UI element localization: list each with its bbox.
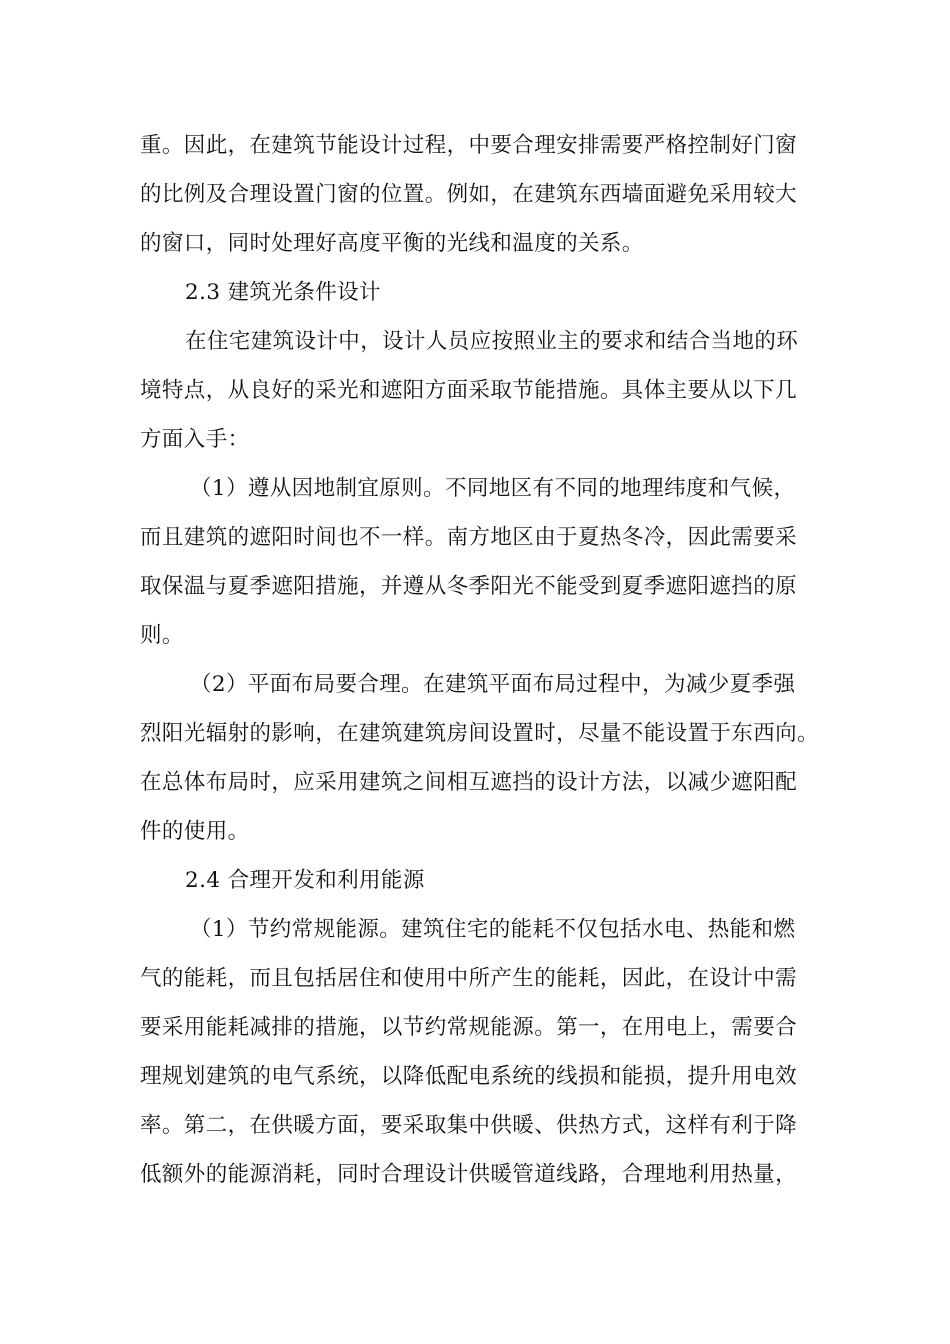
list-item-1: （1）遵从因地制宜原则。不同地区有不同的地理纬度和气候， — [190, 476, 796, 501]
text-line: 在住宅建筑设计中，设计人员应按照业主的要求和结合当地的环 — [185, 329, 799, 354]
list-item-1: （1）节约常规能源。建筑住宅的能耗不仅包括水电、热能和燃 — [190, 917, 796, 942]
text-line: 气的能耗，而且包括居住和使用中所产生的能耗，因此，在设计中需 — [140, 966, 798, 991]
text-line: 件的使用。 — [140, 819, 250, 844]
text-line: 理规划建筑的电气系统，以降低配电系统的线损和能损，提升用电效 — [140, 1064, 798, 1089]
section-heading-2-4: 2.4 合理开发和利用能源 — [185, 868, 425, 893]
text-line: 则。 — [140, 623, 184, 648]
text-line: 在总体布局时，应采用建筑之间相互遮挡的设计方法，以减少遮阳配 — [140, 770, 798, 795]
text-line: 而且建筑的遮阳时间也不一样。南方地区由于夏热冬冷，因此需要采 — [140, 525, 798, 550]
section-heading-2-3: 2.3 建筑光条件设计 — [185, 280, 381, 305]
text-line: 重。因此，在建筑节能设计过程，中要合理安排需要严格控制好门窗 — [140, 133, 798, 158]
text-line: 境特点，从良好的采光和遮阳方面采取节能措施。具体主要从以下几 — [140, 378, 798, 403]
text-line: 烈阳光辐射的影响，在建筑建筑房间设置时，尽量不能设置于东西向。 — [140, 721, 819, 746]
list-item-2: （2）平面布局要合理。在建筑平面布局过程中，为减少夏季强 — [190, 672, 796, 697]
text-line: 要采用能耗减排的措施，以节约常规能源。第一，在用电上，需要合 — [140, 1015, 798, 1040]
text-line: 取保温与夏季遮阳措施，并遵从冬季阳光不能受到夏季遮阳遮挡的原 — [140, 574, 798, 599]
text-line: 的窗口，同时处理好高度平衡的光线和温度的关系。 — [140, 231, 644, 256]
body-text — [140, 121, 830, 1199]
text-line: 方面入手： — [140, 427, 250, 452]
text-line: 的比例及合理设置门窗的位置。例如，在建筑东西墙面避免采用较大 — [140, 182, 798, 207]
text-line: 低额外的能源消耗，同时合理设计供暖管道线路，合理地利用热量， — [140, 1162, 798, 1187]
text-line: 率。第二，在供暖方面，要采取集中供暖、供热方式，这样有利于降 — [140, 1113, 798, 1138]
